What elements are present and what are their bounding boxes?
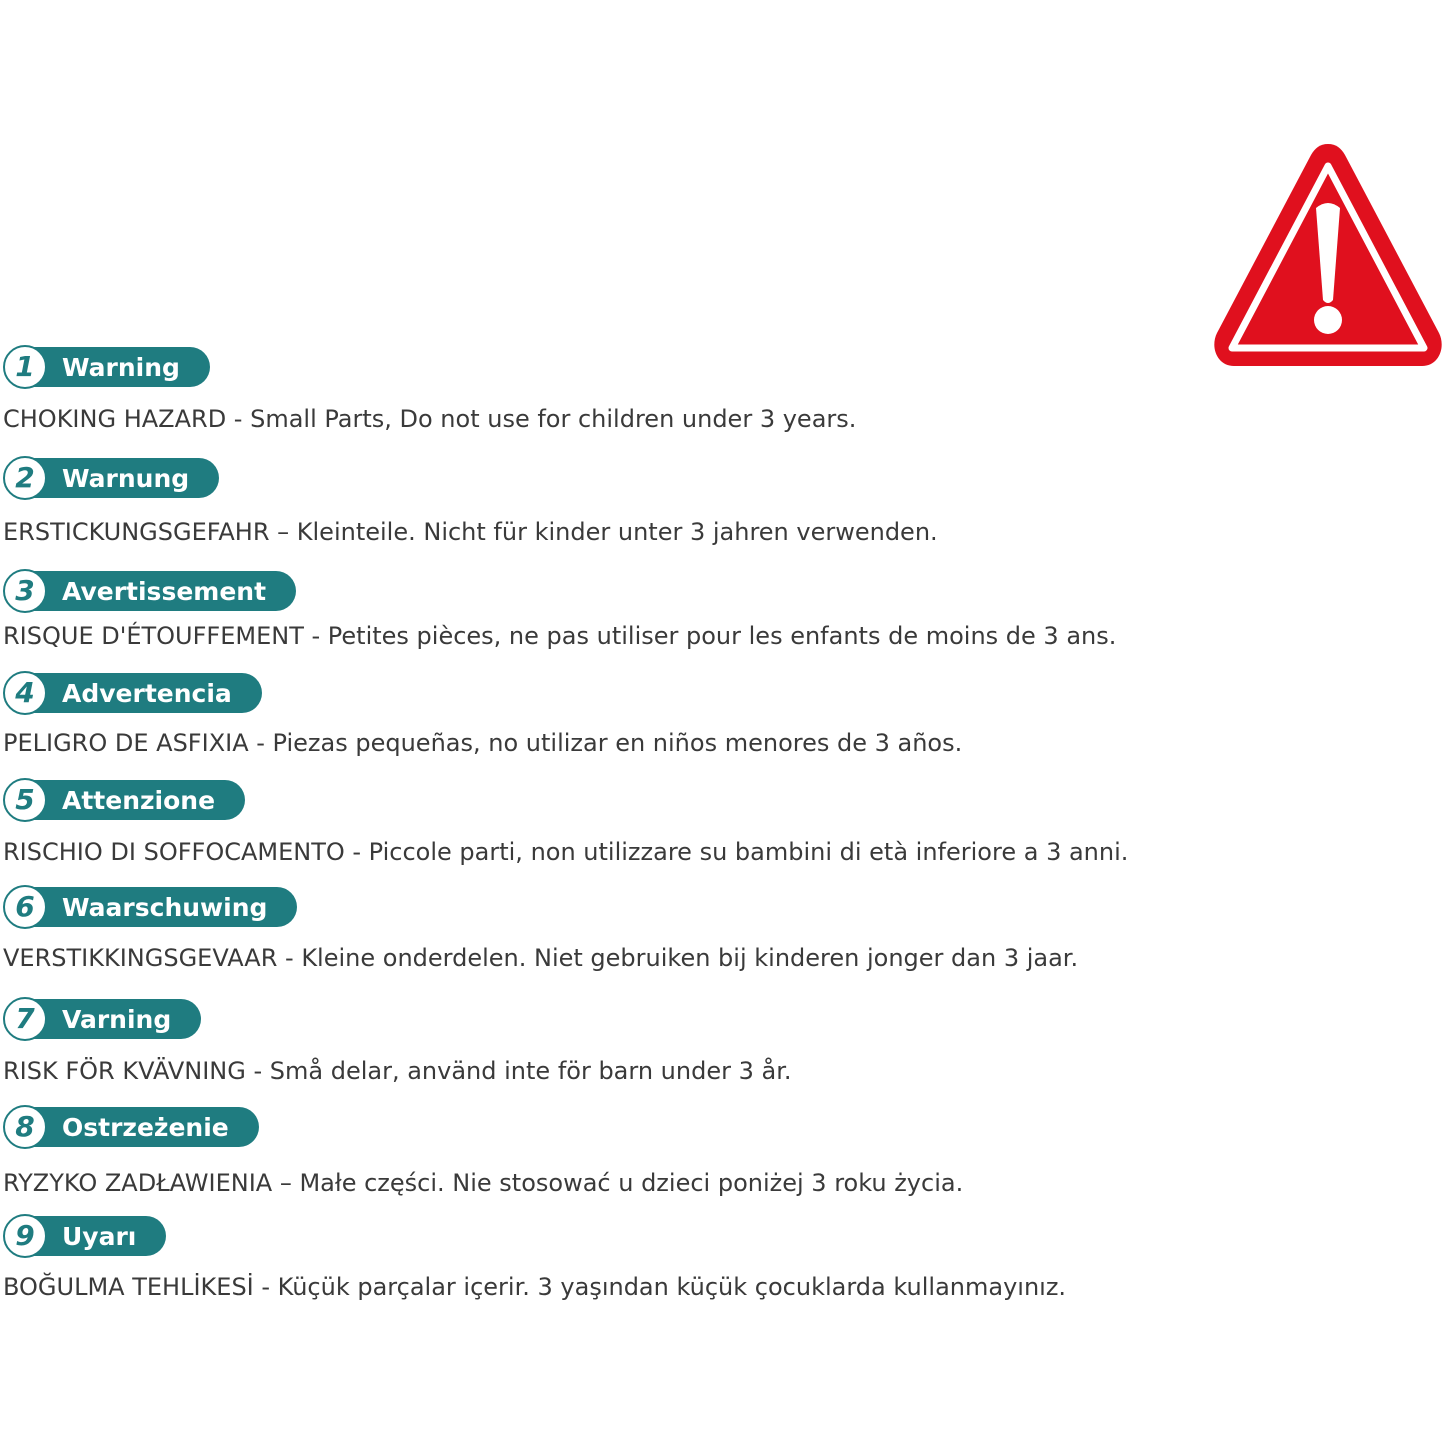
warning-text: ERSTICKUNGSGEFAHR – Kleinteile. Nicht für kinder unter 3 jahren verwenden.	[3, 518, 938, 546]
badge-title: Warning	[62, 352, 180, 382]
badge-number-circle	[3, 885, 47, 929]
warning-text: VERSTIKKINGSGEVAAR - Kleine onderdelen. Niet gebruiken bij kinderen jonger dan 3 jaar.	[3, 944, 1079, 972]
badge-title: Ostrzeżenie	[62, 1112, 229, 1142]
warning-text: RISK FÖR KVÄVNING - Små delar, använd inte för barn under 3 år.	[3, 1057, 792, 1085]
badge-number-circle	[3, 778, 47, 822]
badge-number: 4	[15, 676, 35, 709]
badge-number-circle	[3, 671, 47, 715]
badge-number: 7	[15, 1002, 35, 1035]
badge-number-circle	[3, 345, 47, 389]
warning-text: RISCHIO DI SOFFOCAMENTO - Piccole parti, non utilizzare su bambini di età inferiore a 3 anni.	[3, 838, 1129, 866]
badge-number: 5	[15, 783, 35, 816]
warning-badge	[3, 998, 201, 1040]
badge-pill	[25, 1107, 259, 1147]
badge-pill	[25, 887, 297, 927]
badge-pill	[25, 999, 201, 1039]
badge-pill	[25, 458, 219, 498]
badge-title: Avertissement	[62, 576, 267, 606]
warning-text: RYZYKO ZADŁAWIENIA – Małe części. Nie stosować u dzieci poniżej 3 roku życia.	[3, 1169, 964, 1197]
warning-badge	[3, 346, 210, 388]
badge-title: Waarschuwing	[62, 892, 268, 922]
badge-number-circle	[3, 1105, 47, 1149]
badge-number: 2	[15, 461, 35, 494]
badge-number-circle	[3, 569, 47, 613]
badge-number: 9	[15, 1219, 35, 1252]
badge-number-circle	[3, 456, 47, 500]
badge-pill	[25, 780, 245, 820]
warning-badge	[3, 1215, 166, 1257]
badge-title: Varning	[62, 1004, 172, 1034]
badge-title: Uyarı	[62, 1221, 137, 1251]
badge-title: Warnung	[62, 463, 190, 493]
warning-badge	[3, 457, 219, 499]
warning-text: RISQUE D'ÉTOUFFEMENT - Petites pièces, ne pas utiliser pour les enfants de moins de 3 ans.	[3, 622, 1117, 650]
warning-text: BOĞULMA TEHLİKESİ - Küçük parçalar içerir. 3 yaşından küçük çocuklarda kullanmayınız.	[3, 1273, 1067, 1301]
badge-number: 1	[15, 350, 35, 383]
badge-pill	[25, 571, 296, 611]
badge-number-circle	[3, 1214, 47, 1258]
warning-badge	[3, 1106, 259, 1148]
badge-title: Attenzione	[62, 785, 216, 815]
warning-text: PELIGRO DE ASFIXIA - Piezas pequeñas, no utilizar en niños menores de 3 años.	[3, 729, 963, 757]
badge-number: 3	[15, 574, 35, 607]
badge-number: 6	[15, 890, 35, 923]
badge-number: 8	[15, 1110, 35, 1143]
badge-pill	[25, 673, 262, 713]
badge-title: Advertencia	[62, 678, 232, 708]
warning-badge	[3, 779, 245, 821]
badge-number-circle	[3, 997, 47, 1041]
badge-pill	[25, 347, 210, 387]
warning-badge	[3, 570, 296, 612]
warning-badge	[3, 672, 262, 714]
warning-badge	[3, 886, 297, 928]
warning-text: CHOKING HAZARD - Small Parts, Do not use for children under 3 years.	[3, 405, 857, 433]
